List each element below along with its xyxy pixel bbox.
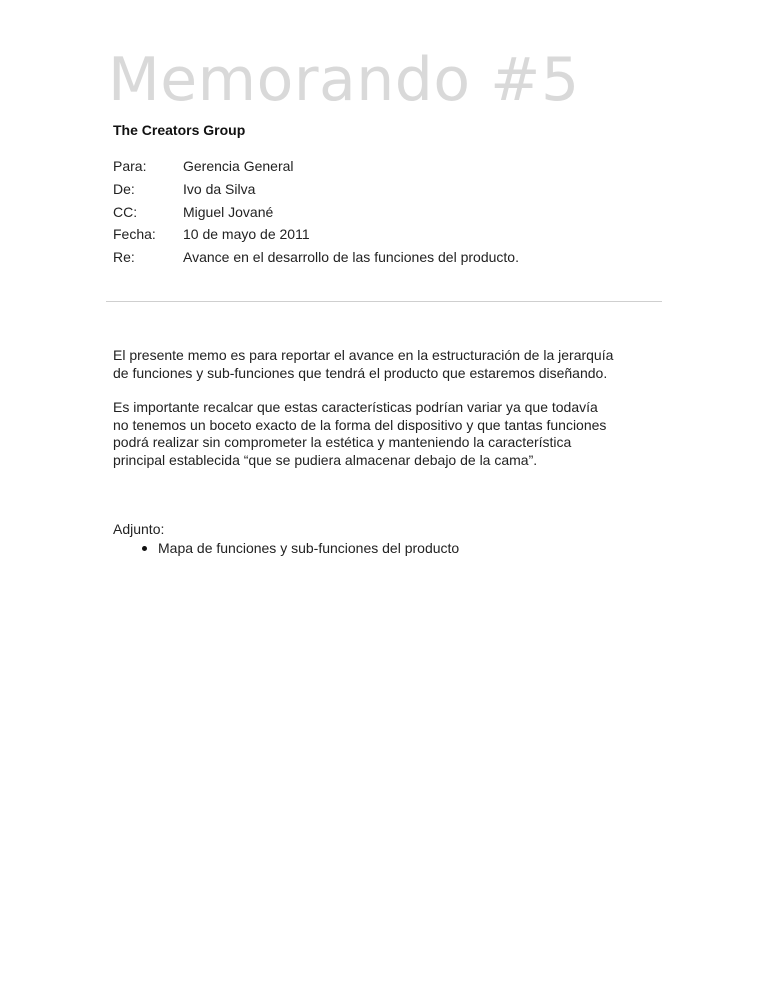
header-divider <box>106 301 662 302</box>
field-value: Miguel Jované <box>183 203 274 220</box>
body-line: podrá realizar sin comprometer la estética y manteniendo la característica <box>113 434 572 450</box>
field-label: Para: <box>113 158 147 175</box>
memo-body <box>113 347 673 469</box>
body-line: no tenemos un boceto exacto de la forma del dispositivo y que tantas funciones <box>113 416 607 433</box>
memo-header-fields <box>113 155 519 268</box>
attachments-list <box>113 539 459 558</box>
field-label: De: <box>113 181 135 198</box>
body-paragraph <box>113 399 673 469</box>
body-line: de funciones y sub-funciones que tendrá el producto que estaremos diseñando. <box>113 364 608 381</box>
field-de <box>113 178 519 201</box>
body-line: principal establecida “que se pudiera almacenar debajo de la cama”. <box>113 451 538 468</box>
attachment-label: Mapa de funciones y sub-funciones del producto <box>158 540 460 556</box>
field-cc <box>113 200 519 223</box>
body-line: El presente memo es para reportar el avance en la estructuración de la jerarquía <box>113 347 614 363</box>
bullet-icon <box>142 546 147 551</box>
body-paragraph <box>113 347 673 382</box>
company-name: The Creators Group <box>113 122 246 138</box>
field-re <box>113 246 519 269</box>
attachments-section <box>113 520 459 558</box>
field-fecha <box>113 223 519 246</box>
field-value: Avance en el desarrollo de las funciones del producto. <box>183 249 519 266</box>
field-value: Ivo da Silva <box>183 181 256 198</box>
attachments-label: Adjunto: <box>113 521 165 537</box>
memo-title: Memorando #5 <box>108 45 580 115</box>
field-label: Fecha: <box>113 226 156 243</box>
field-para <box>113 155 519 178</box>
field-value: Gerencia General <box>183 158 294 175</box>
field-label: Re: <box>113 249 135 266</box>
body-line: Es importante recalcar que estas características podrían variar ya que todavía <box>113 399 598 415</box>
field-value: 10 de mayo de 2011 <box>183 226 310 243</box>
field-label: CC: <box>113 203 138 220</box>
list-item <box>113 539 459 558</box>
